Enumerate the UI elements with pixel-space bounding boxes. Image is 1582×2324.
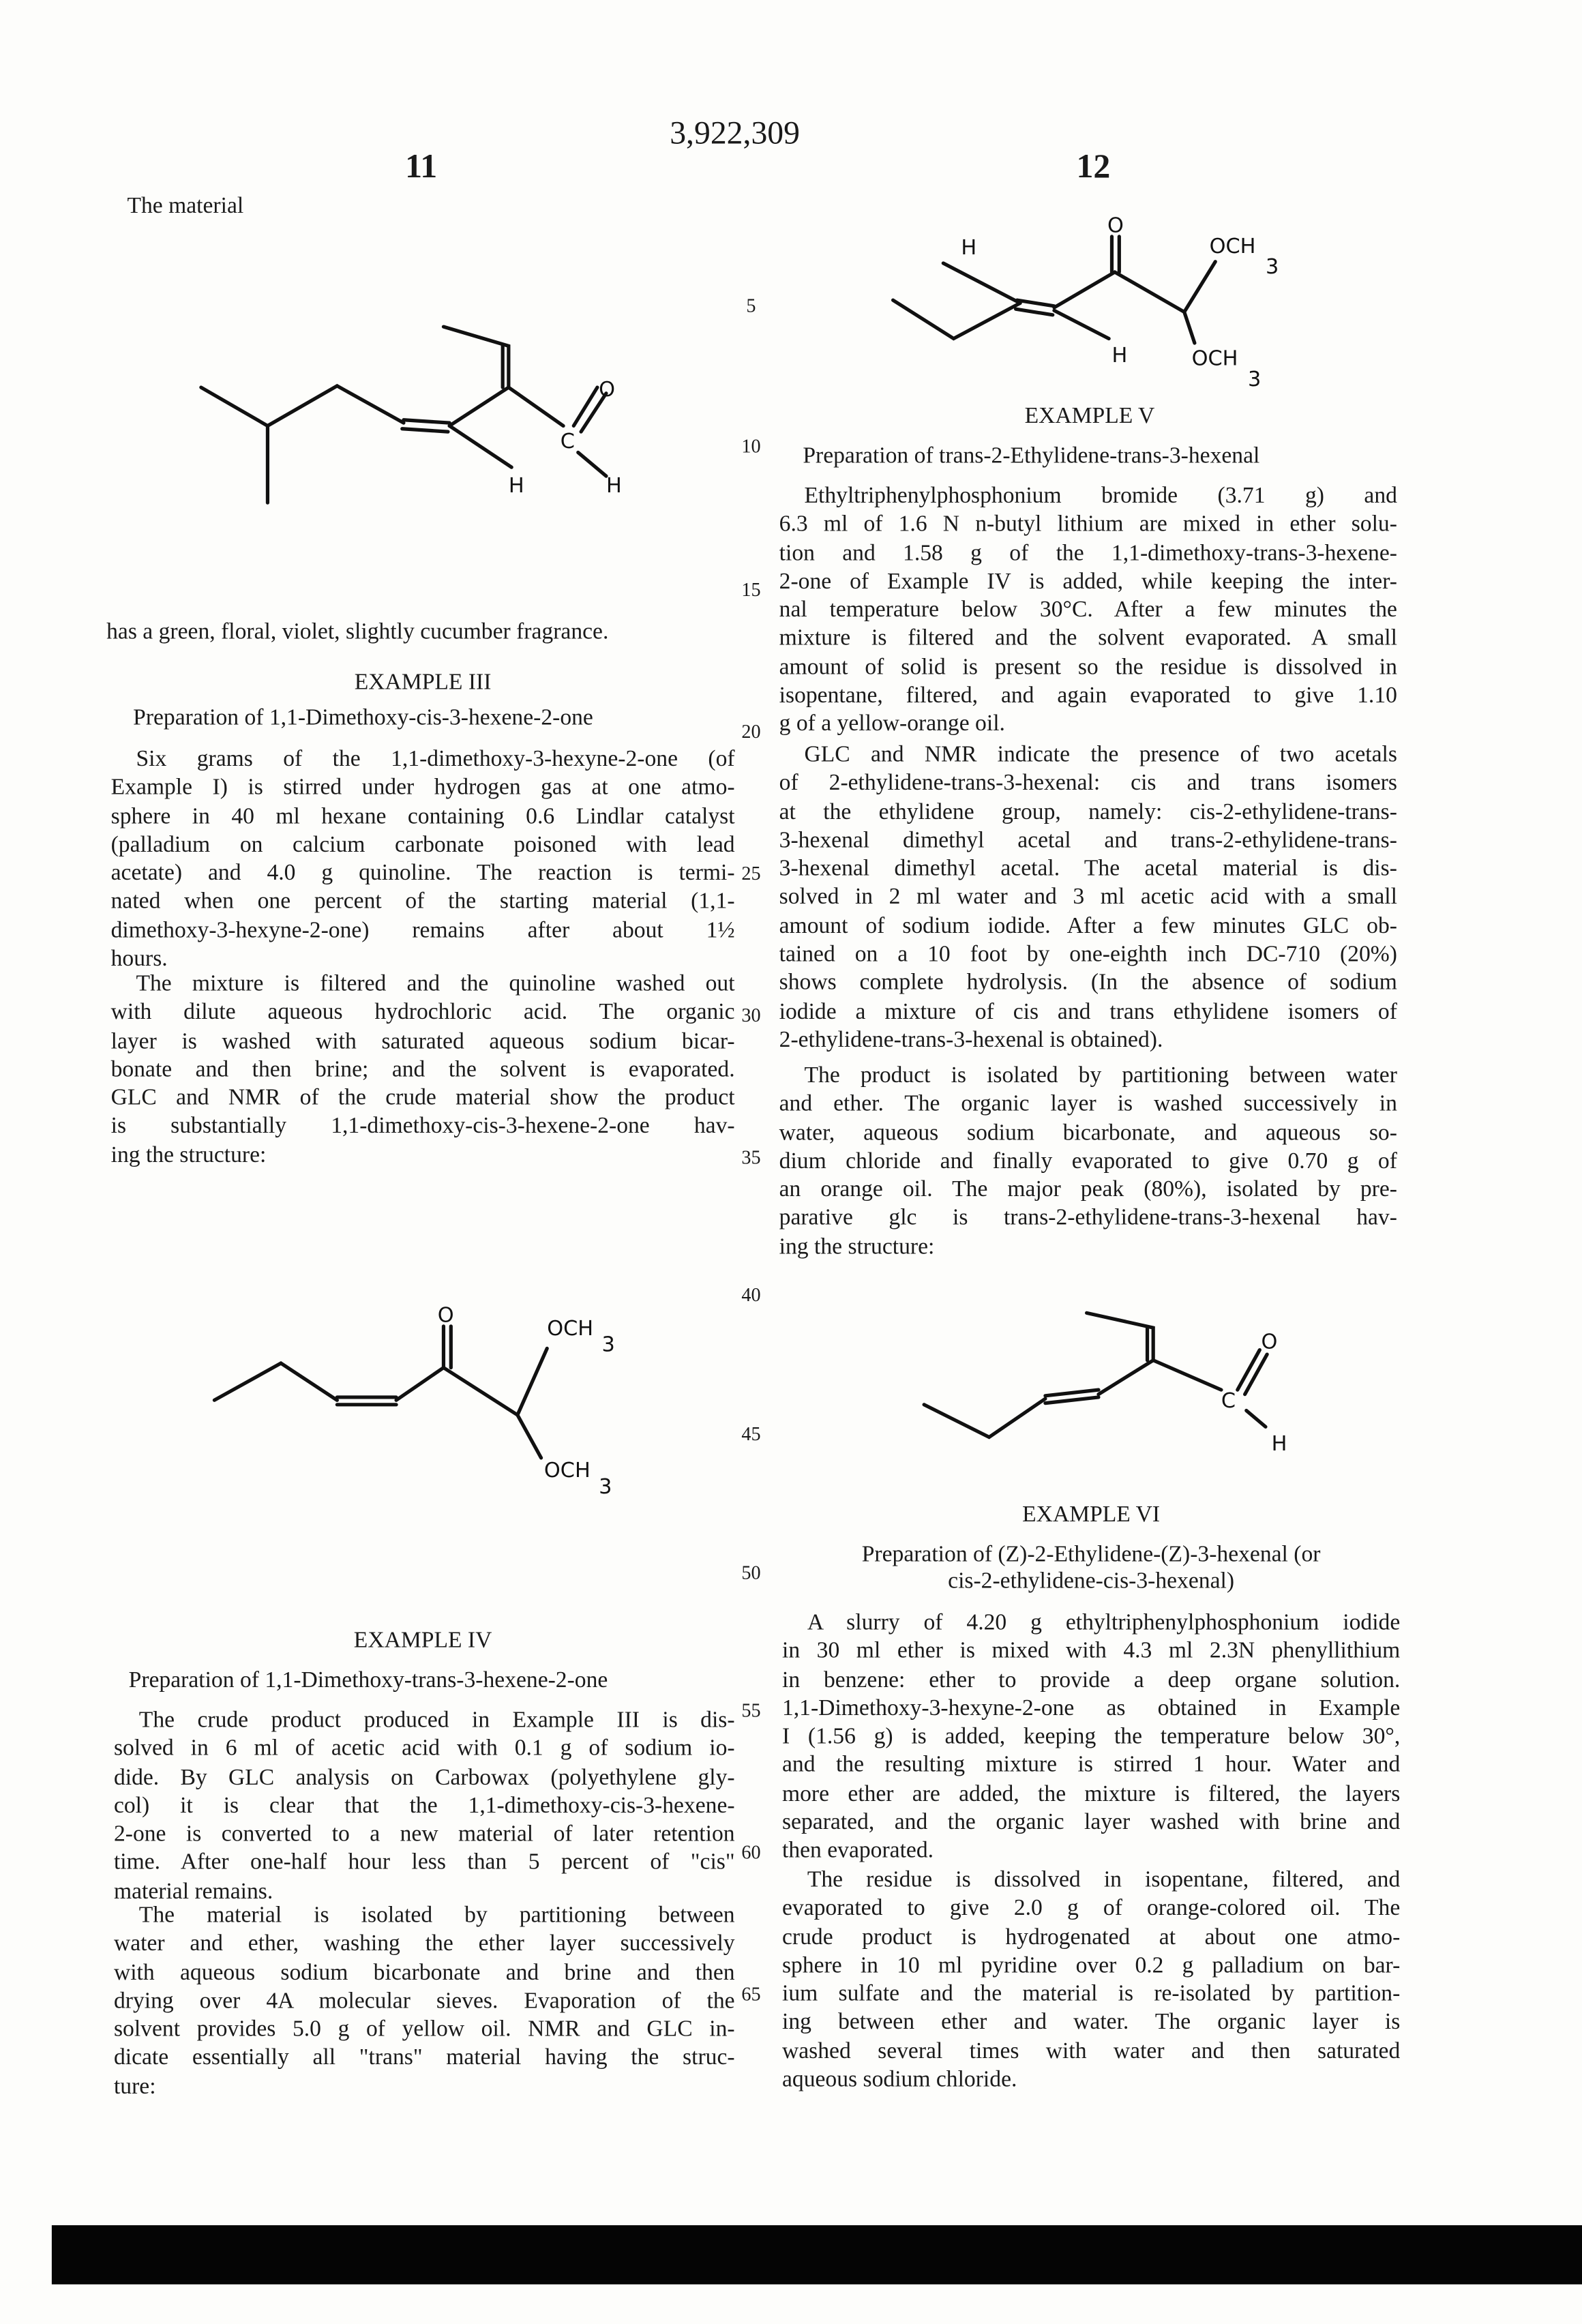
- text-line: parative glc is trans-2-ethylidene-trans-3-hexenal hav-: [779, 1204, 1397, 1233]
- text-line: more ether are added, the mixture is filtered, the layers: [782, 1780, 1400, 1808]
- line-number: 40: [736, 1283, 766, 1307]
- text-line: isopentane, filtered, and again evaporated to give 1.10: [779, 682, 1397, 711]
- text-line: GLC and NMR indicate the presence of two acetals: [779, 741, 1397, 769]
- line-number: 50: [736, 1562, 766, 1585]
- example-3-heading: EXAMPLE III: [111, 668, 735, 697]
- text-line: 3-hexenal dimethyl acetal and trans-2-ethylidene-trans-: [779, 826, 1397, 855]
- patent-page: [0, 0, 1582, 2324]
- text-line: dium chloride and finally evaporated to give 0.70 g of: [779, 1147, 1397, 1176]
- atom-h: H: [1111, 344, 1127, 368]
- methoxy-label: OCH: [1210, 235, 1256, 258]
- text-line: water, aqueous sodium bicarbonate, and aqueous so-: [779, 1118, 1397, 1147]
- text-line: nated when one percent of the starting material (1,1-: [111, 888, 735, 917]
- text-line: sphere in 10 ml pyridine over 0.2 g palladium on bar-: [782, 1952, 1400, 1980]
- text-line: bonate and then brine; and the solvent is evaporated.: [111, 1056, 735, 1084]
- text-line: 2-ethylidene-trans-3-hexenal is obtained).: [779, 1026, 1397, 1055]
- text-line: ing the structure:: [779, 1233, 1397, 1262]
- text-line: separated, and the organic layer washed with brine and: [782, 1808, 1400, 1837]
- text-line: acetate) and 4.0 g quinoline. The reaction is termi-: [111, 859, 735, 888]
- atom-o: O: [1107, 213, 1124, 237]
- text-line: ium sulfate and the material is re-isolated by partition-: [782, 1980, 1400, 2009]
- text-line: evaporated to give 2.0 g of orange-colored oil. The: [782, 1894, 1400, 1923]
- methoxy-label: OCH: [1192, 347, 1238, 371]
- text-line: 1,1-Dimethoxy-3-hexyne-2-one as obtained in Example: [782, 1695, 1400, 1723]
- text-line: iodide a mixture of cis and trans ethylidene isomers of: [779, 998, 1397, 1026]
- text-line: amount of sodium iodide. After a few minutes GLC ob-: [779, 912, 1397, 940]
- text-line: shows complete hydrolysis. (In the absence of sodium: [779, 969, 1397, 998]
- text-line: The crude product produced in Example III is dis-: [114, 1706, 735, 1735]
- atom-h: H: [1272, 1432, 1287, 1456]
- text-line: of 2-ethylidene-trans-3-hexenal: cis and trans isomers: [779, 769, 1397, 798]
- structure-dimethoxy-trans-hexenone: [893, 213, 1279, 391]
- text-line: solvent provides 5.0 g of yellow oil. NMR and GLC in-: [114, 2016, 735, 2044]
- text-line: g of a yellow-orange oil.: [779, 711, 1397, 739]
- structure-dimethoxy-cis-hexenone: [214, 1303, 614, 1499]
- text-line: in 30 ml ether is mixed with 4.3 ml 2.3N phenyllithium: [782, 1637, 1400, 1666]
- text-line: washed several times with water and then saturated: [782, 2037, 1400, 2066]
- text-line: and ether. The organic layer is washed successively in: [779, 1090, 1397, 1119]
- text-line: with dilute aqueous hydrochloric acid. The organic: [111, 998, 735, 1027]
- text-line: at the ethylidene group, namely: cis-2-ethylidene-trans-: [779, 798, 1397, 826]
- text-line: with aqueous sodium bicarbonate and brine and then: [114, 1958, 735, 1987]
- chemical-structures: [0, 0, 1582, 2324]
- example-6-subtitle-line: cis-2-ethylidene-cis-3-hexenal): [779, 1567, 1403, 1596]
- intro-text: The material: [127, 192, 243, 221]
- text-line: material remains.: [114, 1877, 735, 1906]
- structure-trans-ethylidene-hexenal: [924, 1313, 1287, 1456]
- example-4-subtitle: Preparation of 1,1-Dimethoxy-trans-3-hexene-2-one: [129, 1667, 608, 1695]
- line-number: 55: [736, 1699, 766, 1723]
- text-line: A slurry of 4.20 g ethyltriphenylphosphonium iodide: [782, 1609, 1400, 1637]
- structure-ethylidene-isopropyl-hexenal: [201, 327, 622, 503]
- line-number: 10: [736, 434, 766, 458]
- atom-h: H: [606, 474, 622, 498]
- text-line: ture:: [114, 2072, 735, 2101]
- text-line: mixture is filtered and the solvent evaporated. A small: [779, 625, 1397, 653]
- text-line: dide. By GLC analysis on Carbowax (polyethylene gly-: [114, 1763, 735, 1792]
- atom-c: C: [561, 430, 575, 453]
- text-line: The material is isolated by partitioning between: [114, 1901, 735, 1930]
- text-line: hours.: [111, 945, 735, 974]
- fragrance-text: has a green, floral, violet, slightly cucumber fragrance.: [106, 618, 608, 646]
- atom-h: H: [509, 474, 524, 498]
- example-5-heading: EXAMPLE V: [779, 402, 1401, 431]
- text-line: col) it is clear that the 1,1-dimethoxy-cis-3-hexene-: [114, 1792, 735, 1821]
- text-line: nal temperature below 30°C. After a few minutes the: [779, 596, 1397, 625]
- text-line: an orange oil. The major peak (80%), isolated by pre-: [779, 1176, 1397, 1204]
- text-line: Six grams of the 1,1-dimethoxy-3-hexyne-2-one (of: [111, 745, 735, 774]
- example-6-subtitle-line: Preparation of (Z)-2-Ethylidene-(Z)-3-hexenal (or: [779, 1540, 1403, 1569]
- text-line: 2-one is converted to a new material of later retention: [114, 1820, 735, 1849]
- example-6-heading: EXAMPLE VI: [779, 1501, 1403, 1530]
- text-line: 2-one of Example IV is added, while keeping the inter-: [779, 567, 1397, 596]
- text-line: drying over 4A molecular sieves. Evaporation of the: [114, 1987, 735, 2016]
- text-line: 6.3 ml of 1.6 N n-butyl lithium are mixed in ether solu-: [779, 511, 1397, 539]
- text-line: I (1.56 g) is added, keeping the temperature below 30°,: [782, 1723, 1400, 1751]
- line-number: 45: [736, 1422, 766, 1446]
- atom-o: O: [438, 1303, 454, 1327]
- line-number: 65: [736, 1983, 766, 2007]
- methoxy-label: OCH: [544, 1459, 591, 1483]
- line-number: 20: [736, 720, 766, 744]
- text-line: The mixture is filtered and the quinoline washed out: [111, 970, 735, 998]
- atom-o: O: [599, 378, 615, 402]
- text-line: then evaporated.: [782, 1837, 1400, 1866]
- text-line: aqueous sodium chloride.: [782, 2066, 1400, 2094]
- line-number: 5: [736, 294, 766, 318]
- line-number: 30: [736, 1004, 766, 1028]
- example-5-subtitle: Preparation of trans-2-Ethylidene-trans-3-hexenal: [803, 442, 1259, 471]
- text-line: The product is isolated by partitioning between water: [779, 1062, 1397, 1090]
- text-line: tion and 1.58 g of the 1,1-dimethoxy-trans-3-hexene-: [779, 539, 1397, 568]
- text-line: solved in 2 ml water and 3 ml acetic acid with a small: [779, 883, 1397, 912]
- text-line: tained on a 10 foot by one-eighth inch DC-710 (20%): [779, 940, 1397, 969]
- atom-o: O: [1261, 1330, 1277, 1354]
- atom-h: H: [961, 236, 976, 260]
- line-number: 15: [736, 578, 766, 602]
- text-line: is substantially 1,1-dimethoxy-cis-3-hexene-2-one hav-: [111, 1113, 735, 1142]
- text-line: layer is washed with saturated aqueous sodium bicar-: [111, 1027, 735, 1056]
- text-line: crude product is hydrogenated at about one atmo-: [782, 1923, 1400, 1952]
- text-line: Ethyltriphenylphosphonium bromide (3.71 g) and: [779, 482, 1397, 511]
- methoxy-label: OCH: [547, 1317, 593, 1341]
- text-line: sphere in 40 ml hexane containing 0.6 Lindlar catalyst: [111, 802, 735, 831]
- text-line: dicate essentially all "trans" material having the struc-: [114, 2044, 735, 2073]
- text-line: time. After one-half hour less than 5 percent of "cis": [114, 1849, 735, 1877]
- text-line: The residue is dissolved in isopentane, filtered, and: [782, 1866, 1400, 1894]
- text-line: (palladium on calcium carbonate poisoned with lead: [111, 831, 735, 859]
- text-line: dimethoxy-3-hexyne-2-one) remains after about 1½: [111, 917, 735, 945]
- text-line: ing the structure:: [111, 1141, 735, 1170]
- line-number: 35: [736, 1146, 766, 1170]
- text-line: and the resulting mixture is stirred 1 hour. Water and: [782, 1751, 1400, 1780]
- text-line: in benzene: ether to provide a deep organe solution.: [782, 1666, 1400, 1695]
- example-3-subtitle: Preparation of 1,1-Dimethoxy-cis-3-hexene-2-one: [133, 704, 593, 732]
- page-number-left: 11: [405, 148, 437, 186]
- scan-edge-bar: [52, 2225, 1582, 2284]
- methoxy-subscript: 3: [1248, 368, 1261, 391]
- methoxy-subscript: 3: [599, 1475, 612, 1499]
- atom-c: C: [1221, 1389, 1236, 1413]
- text-line: water and ether, washing the ether layer successively: [114, 1930, 735, 1958]
- page-number-right: 12: [1076, 148, 1110, 186]
- text-line: 3-hexenal dimethyl acetal. The acetal material is dis-: [779, 855, 1397, 884]
- methoxy-subscript: 3: [1266, 255, 1279, 279]
- methoxy-subscript: 3: [601, 1333, 614, 1357]
- text-line: ing between ether and water. The organic layer is: [782, 2008, 1400, 2037]
- patent-number: 3,922,309: [670, 114, 800, 152]
- text-line: solved in 6 ml of acetic acid with 0.1 g of sodium io-: [114, 1735, 735, 1763]
- text-line: amount of solid is present so the residue is dissolved in: [779, 653, 1397, 682]
- line-number: 25: [736, 862, 766, 886]
- line-number: 60: [736, 1841, 766, 1864]
- text-line: GLC and NMR of the crude material show the product: [111, 1084, 735, 1113]
- text-line: Example I) is stirred under hydrogen gas at one atmo-: [111, 774, 735, 803]
- example-4-heading: EXAMPLE IV: [111, 1626, 735, 1655]
